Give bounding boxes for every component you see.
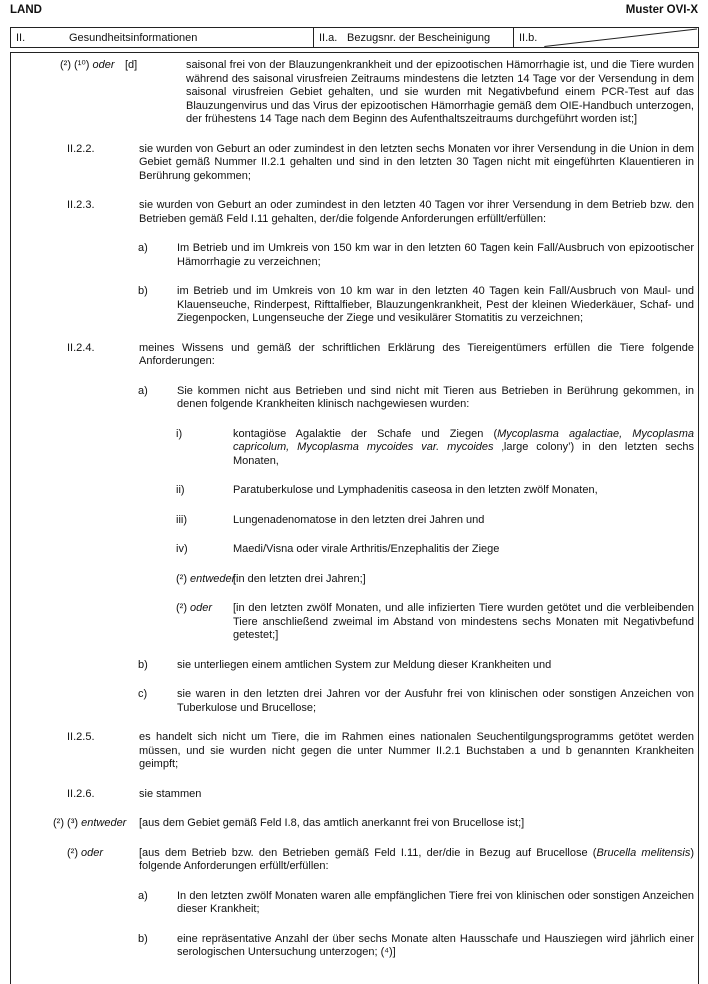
clause-number: II.2.4. (67, 341, 95, 354)
clause-text: [in den letzten zwölf Monaten, und alle infizierten Tiere wurden getötet und die verbleibenden Tiere anschließend zweimal im Abstand von mindestens sechs Monaten mit Negativbefund getestet;] (233, 602, 694, 641)
clause-roman: iv) (176, 543, 188, 555)
text-segment: (²) (³) (53, 817, 82, 829)
clause-row (11, 788, 694, 802)
clause-number: II.2.6. (67, 787, 95, 800)
health-information-section (10, 52, 699, 984)
clause-letter: a) (138, 889, 148, 902)
clause-letter: b) (138, 932, 148, 945)
clause-alternative-label (176, 572, 236, 587)
form-model-label: Muster OVI-X (625, 4, 698, 16)
clause-text: im Betrieb und im Umkreis von 10 km war in den letzten 40 Tagen kein Fall/Ausbruch von Maul- und Klauenseuche, Rinderpest, Rifttalfieber, Blauzungenkrankheit, Pest der kleinen Wiederkäuer, Schaf- und Ziegenpocken, Lungenseuche der Ziege und vesikulärer Stomatitis zu verzeichnen; (177, 285, 694, 324)
clause-roman: i) (176, 427, 183, 440)
clause-row (11, 573, 694, 587)
clause-text: meines Wissens und gemäß der schriftlichen Erklärung des Tiereigentümers erfüllen die Tiere folgende Anforderungen: (139, 341, 694, 367)
reference-number-cell (314, 28, 514, 47)
ref-number-title: Bezugsnr. der Bescheinigung (347, 31, 491, 44)
clause-text: Paratuberkulose und Lymphadenitis caseosa in den letzten zwölf Monaten, (233, 484, 598, 496)
clause-text: In den letzten zwölf Monaten waren alle empfänglichen Tiere frei von klinischen oder sonstigen Anzeichen dieser Krankheit; (177, 889, 694, 915)
clause-text: Sie kommen nicht aus Betrieben und sind nicht mit Tieren aus Betrieben in Berührung gekommen, in denen folgende Krankheiten klinisch nachgewiesen wurden: (177, 384, 694, 410)
clause-text: sie wurden von Geburt an oder zumindest in den letzten sechs Monaten vor ihrer Versendung in die Union in dem Gebiet gemäß Nummer II.2.1 gehalten und sind in den letzten 30 Tagen nicht mit eingeführten Klauentieren in Berührung gekommen; (139, 142, 694, 182)
clause-row (11, 428, 694, 469)
clause-letter: a) (138, 384, 148, 397)
clause-row (11, 514, 694, 528)
local-reference-cell (514, 28, 698, 47)
page-top-header (10, 4, 698, 16)
text-segment: kontagiöse Agalaktie der Schafe und Ziegen ( (233, 427, 498, 440)
clause-row (11, 543, 694, 557)
clause-roman: ii) (176, 484, 185, 496)
part-title: Gesundheitsinformationen (69, 31, 198, 44)
clause-number: II.2.3. (67, 199, 95, 211)
text-segment: oder (190, 602, 213, 614)
clause-text: sie waren in den letzten drei Jahren vor der Ausfuhr frei von klinischen oder sonstigen Anzeichen von Tuberkulose und Brucellose; (177, 688, 694, 714)
clause-roman: iii) (176, 513, 187, 526)
clause-text: Im Betrieb und im Umkreis von 150 km war in den letzten 60 Tagen kein Fall/Ausbruch von epizootischer Hämorrhagie zu verzeichnen; (177, 242, 694, 268)
clause-text: sie wurden von Geburt an oder zumindest in den letzten 40 Tagen vor ihrer Versendung in dem Betrieb bzw. den Betrieben gemäß Feld I.11 gehalten, der/die folgende Anforderungen erfüllt/erfüllen: (139, 199, 694, 225)
clause-row (11, 659, 694, 673)
clause-alternative-label (176, 602, 233, 616)
text-segment: (²) (176, 572, 191, 585)
text-segment: (²) (67, 846, 82, 859)
clause-row (11, 285, 694, 326)
part-number: II. (16, 31, 26, 44)
clause-text (233, 428, 694, 469)
clause-alternative-label (60, 59, 125, 73)
clause-text: sie unterliegen einem amtlichen System zur Meldung dieser Krankheiten und (177, 658, 552, 671)
clause-row (11, 731, 694, 772)
text-segment: Mycoplasma agalactiae, Mycoplasma capricolum, Mycoplasma mycoides var. mycoides (233, 427, 694, 453)
text-segment: ‚large colony’) in den letzten sechs Monaten, (233, 441, 694, 467)
clause-text: [in den letzten drei Jahren;] (233, 572, 366, 585)
text-segment: oder (81, 846, 104, 859)
clause-letter: c) (138, 688, 148, 700)
clause-text: Lungenadenomatose in den letzten drei Jahren und (233, 513, 485, 526)
clause-alternative-label (53, 817, 139, 831)
clause-row (11, 342, 694, 369)
clause-row (11, 602, 694, 643)
text-segment: [aus dem Betrieb bzw. den Betrieben gemäß Feld I.11, der/die in Bezug auf Brucellose ( (139, 846, 597, 859)
clause-row (11, 199, 694, 226)
clause-row (11, 817, 694, 831)
clause-row (11, 484, 694, 498)
clause-text: sie stammen (139, 787, 202, 800)
clause-row (11, 143, 694, 184)
clause-text (139, 847, 694, 874)
table-header-row (10, 27, 699, 48)
clause-number: II.2.5. (67, 731, 95, 743)
text-segment: oder (92, 59, 115, 71)
ref-number-label: II.a. (319, 31, 338, 44)
clause-text: Maedi/Visna oder virale Arthritis/Enzephalitis der Ziege (233, 543, 500, 555)
clause-text: saisonal frei von der Blauzungenkrankheit und der epizootischen Hämorrhagie ist, und die Tiere wurden während des saisonal virusfreien Zeitraums mindestens die letzten 14 Tage vor der Versendung in dem saisonal virusfreien Gebiet gehalten, und sie wurden mit Negativbefund einem PCR-Test auf das Blauzungenvirus und das Virus der epizootischen Hämorrhagie gemäß dem OIE-Handbuch unterzogen, der frühestens 14 Tage nach dem Beginn des Aufenthaltszeitraums durchgeführt worden ist;] (186, 59, 694, 125)
text-segment: Brucella melitensis (596, 846, 691, 859)
clause-text: es handelt sich nicht um Tiere, die im Rahmen eines nationalen Seuchentilgungsprogramms getötet werden müssen, und sie wurden nicht gegen die unter Nummer II.2.1 Buchstaben a und b genannten Krankheiten geimpft; (139, 731, 694, 770)
text-segment: (²) (176, 602, 191, 614)
text-segment: ) folgende Anforderungen erfüllt/erfüllen: (139, 846, 695, 872)
clause-row (11, 688, 694, 715)
clause-text: [aus dem Gebiet gemäß Feld I.8, das amtlich anerkannt frei von Brucellose ist;] (139, 817, 525, 829)
clause-letter: b) (138, 658, 148, 671)
part-header-cell (11, 28, 314, 47)
clause-row (11, 890, 694, 917)
country-label: LAND (10, 4, 42, 16)
clause-row (11, 385, 694, 412)
clause-alternative-label (67, 847, 139, 861)
clause-row (11, 59, 694, 127)
text-segment: (²) (¹⁰) (60, 59, 93, 71)
clause-row (11, 933, 694, 960)
clause-option-label: [d] (125, 59, 138, 71)
clause-row (11, 242, 694, 269)
clause-letter: b) (138, 285, 148, 297)
text-segment: entweder (81, 817, 127, 829)
text-segment: entweder (190, 572, 236, 585)
diagonal-strike-line (514, 28, 698, 47)
clause-number: II.2.2. (67, 142, 95, 155)
local-ref-label: II.b. (519, 31, 538, 44)
clause-text: eine repräsentative Anzahl der über sechs Monate alten Hausschafe und Hausziegen wird jährlich einer serologischen Untersuchung unterzogen; (⁴)] (177, 932, 694, 958)
clause-row (11, 847, 694, 874)
clause-letter: a) (138, 242, 148, 254)
